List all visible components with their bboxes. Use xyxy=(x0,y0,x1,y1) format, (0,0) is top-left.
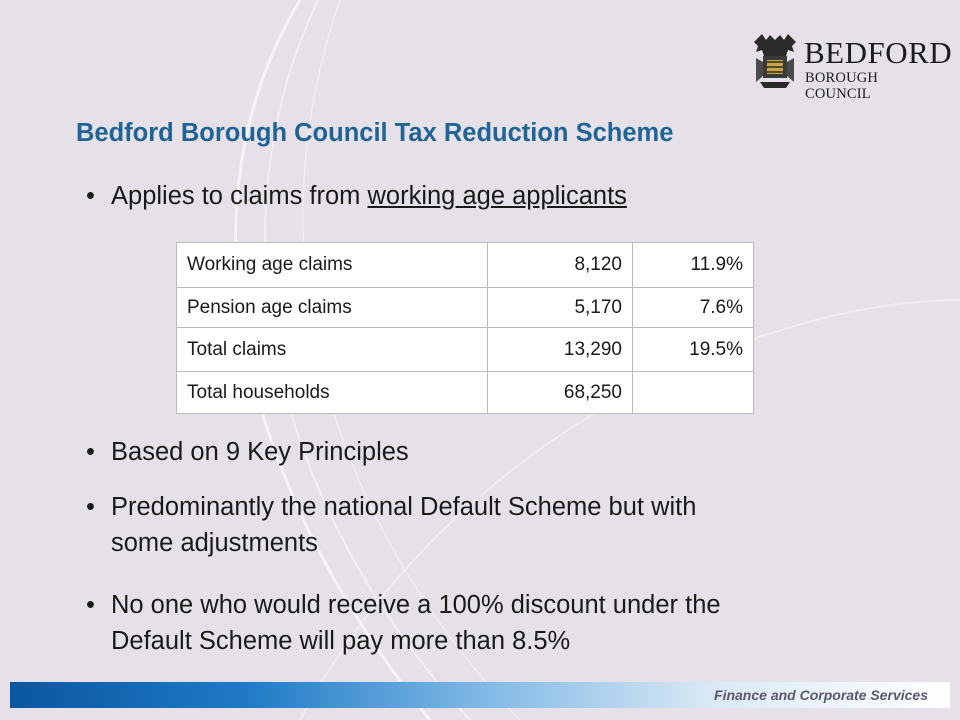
table-row xyxy=(177,328,754,372)
bullet-marker: • xyxy=(86,182,95,210)
bullet-working-age xyxy=(86,178,886,214)
bullet-marker: • xyxy=(86,493,95,521)
bullet-key-principles xyxy=(86,434,886,470)
row-count: 5,170 xyxy=(488,288,633,328)
bullet-text: Applies to claims from xyxy=(111,182,368,210)
row-label: Total claims xyxy=(177,328,488,372)
bullet-default-scheme xyxy=(86,489,886,561)
bullet-text-line1: Predominantly the national Default Scheme but with xyxy=(111,493,697,521)
row-percent: 7.6% xyxy=(633,288,754,328)
council-crest-icon xyxy=(752,32,798,88)
logo-text-borough-council: BOROUGH COUNCIL xyxy=(805,70,879,102)
row-percent: 19.5% xyxy=(633,328,754,372)
table-row xyxy=(177,288,754,328)
bullet-text-line1: No one who would receive a 100% discount under the xyxy=(111,591,721,619)
row-label: Total households xyxy=(177,372,488,414)
table-row xyxy=(177,372,754,414)
row-count: 8,120 xyxy=(488,243,633,288)
slide-title: Bedford Borough Council Tax Reduction Scheme xyxy=(76,119,674,147)
row-label: Working age claims xyxy=(177,243,488,288)
table-row xyxy=(177,243,754,288)
footer-text: Finance and Corporate Services xyxy=(714,687,928,703)
row-percent xyxy=(633,372,754,414)
bullet-marker: • xyxy=(86,591,95,619)
logo-text-bedford: BEDFORD xyxy=(804,35,953,70)
bullet-text-line2: some adjustments xyxy=(111,529,318,557)
bullet-marker: • xyxy=(86,438,95,466)
bullet-underlined-text: working age applicants xyxy=(367,182,627,210)
claims-table xyxy=(176,242,754,414)
bullet-max-payment xyxy=(86,587,886,659)
bullet-text: Based on 9 Key Principles xyxy=(111,438,409,466)
bullet-text-line2: Default Scheme will pay more than 8.5% xyxy=(111,627,571,655)
row-count: 68,250 xyxy=(488,372,633,414)
row-percent: 11.9% xyxy=(633,243,754,288)
row-label: Pension age claims xyxy=(177,288,488,328)
row-count: 13,290 xyxy=(488,328,633,372)
council-logo xyxy=(752,32,953,102)
